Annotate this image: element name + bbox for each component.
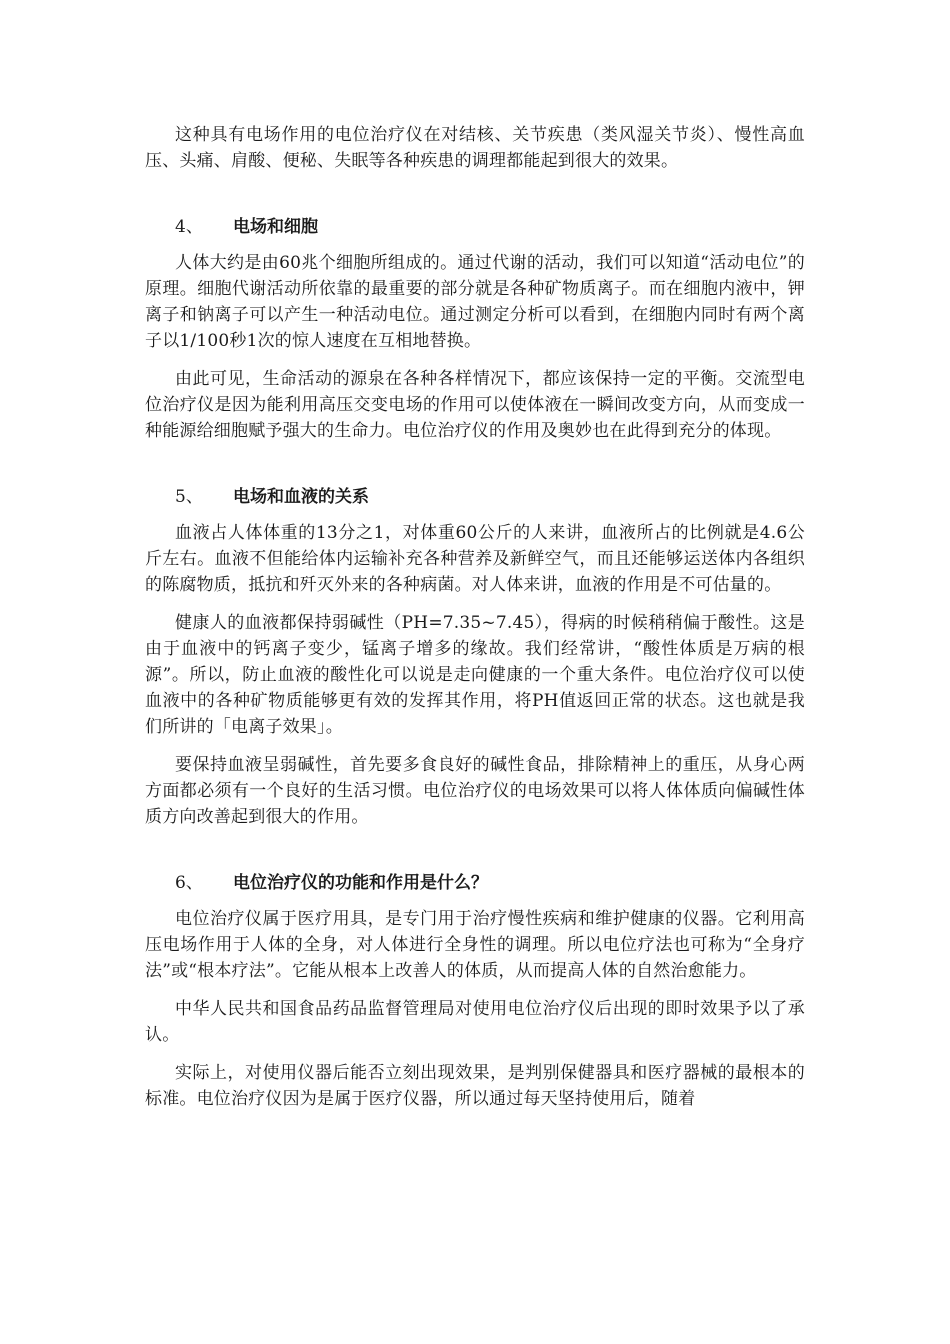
document-page: [145, 122, 805, 1112]
body-paragraph: 血液占人体体重的13分之1，对体重60公斤的人来讲，血液所占的比例就是4.6公斤左右。血液不但能给体内运输补充各种营养及新鲜空气，而且还能够运送体内各组织的陈腐物质，抵抗和歼灭外来的各种病菌。对人体来讲，血液的作用是不可估量的。: [145, 523, 805, 595]
intro-paragraph: 这种具有电场作用的电位治疗仪在对结核、关节疾患（类风湿关节炎）、慢性高血压、头痛、肩酸、便秘、失眠等各种疾患的调理都能起到很大的效果。: [145, 125, 805, 171]
body-paragraph: 实际上，对使用仪器后能否立刻出现效果，是判别保健器具和医疗器械的最根本的标准。电位治疗仪因为是属于医疗仪器，所以通过每天坚持使用后，随着: [145, 1063, 805, 1109]
section-number: 6、: [175, 873, 203, 893]
section-number: 5、: [175, 487, 203, 507]
body-paragraph: 人体大约是由60兆个细胞所组成的。通过代谢的活动，我们可以知道“活动电位”的原理。细胞代谢活动所依靠的最重要的部分就是各种矿物质离子。而在细胞内液中，钾离子和钠离子可以产生一种活动电位。通过测定分析可以看到，在细胞内同时有两个离子以1/100秒1次的惊人速度在互相地替换。: [145, 253, 805, 351]
section-title: 电位治疗仪的功能和作用是什么？: [233, 873, 488, 893]
section-heading-5: [145, 484, 805, 510]
section-number: 4、: [175, 217, 203, 237]
body-paragraph: 由此可见，生命活动的源泉在各种各样情况下，都应该保持一定的平衡。交流型电位治疗仪是因为能利用高压交变电场的作用可以使体液在一瞬间改变方向，从而变成一种能源给细胞赋予强大的生命力。电位治疗仪的作用及奥妙也在此得到充分的体现。: [145, 369, 805, 441]
body-paragraph: 要保持血液呈弱碱性，首先要多食良好的碱性食品，排除精神上的重压，从身心两方面都必须有一个良好的生活习惯。电位治疗仪的电场效果可以将人体体质向偏碱性体质方向改善起到很大的作用。: [145, 755, 805, 827]
body-paragraph: 健康人的血液都保持弱碱性（PH=7.35~7.45），得病的时候稍稍偏于酸性。这是由于血液中的钙离子变少，锰离子增多的缘故。我们经常讲，“酸性体质是万病的根源”。所以，防止血液的酸性化可以说是走向健康的一个重大条件。电位治疗仪可以使血液中的各种矿物质能够更有效的发挥其作用，将PH值返回正常的状态。这也就是我们所讲的「电离子效果」。: [145, 613, 805, 737]
section-title: 电场和血液的关系: [233, 487, 369, 507]
section-heading-4: [145, 214, 805, 240]
section-title: 电场和细胞: [233, 217, 318, 237]
section-heading-6: [145, 870, 805, 896]
body-paragraph: 中华人民共和国食品药品监督管理局对使用电位治疗仪后出现的即时效果予以了承认。: [145, 999, 805, 1045]
body-paragraph: 电位治疗仪属于医疗用具，是专门用于治疗慢性疾病和维护健康的仪器。它利用高压电场作用于人体的全身，对人体进行全身性的调理。所以电位疗法也可称为“全身疗法”或“根本疗法”。它能从根本上改善人的体质，从而提高人体的自然治愈能力。: [145, 909, 805, 981]
